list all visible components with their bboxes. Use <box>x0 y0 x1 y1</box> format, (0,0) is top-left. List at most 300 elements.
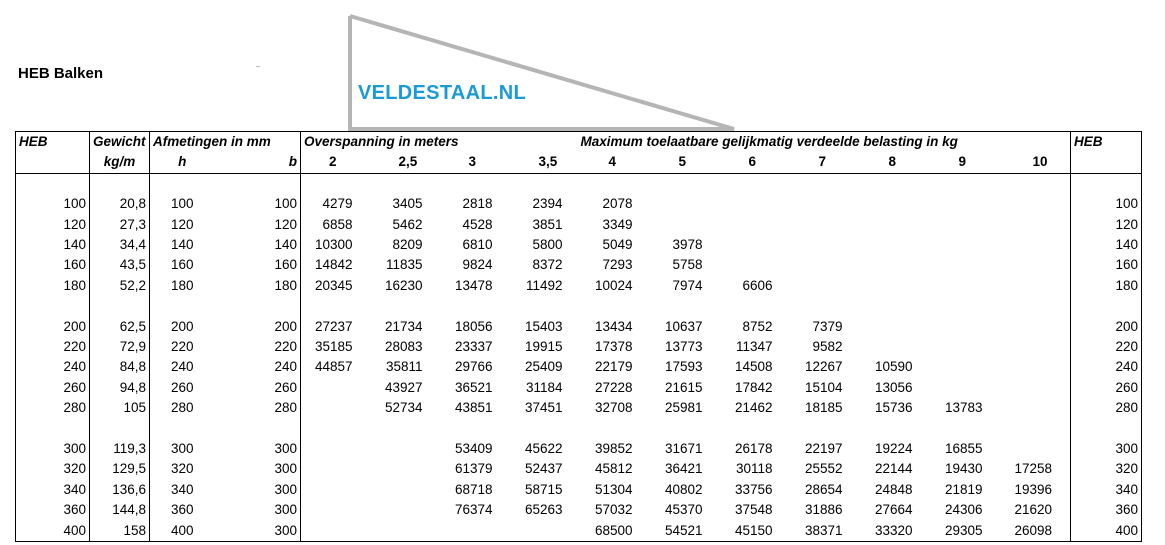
load-value: 26098 <box>1001 521 1071 542</box>
height-value: 240 <box>170 359 194 375</box>
heb-size-right: 220 <box>1071 337 1142 357</box>
table-row <box>16 276 1142 296</box>
load-value <box>301 398 371 418</box>
width-value: 300 <box>215 521 301 542</box>
header-gewicht: Gewicht <box>90 132 150 153</box>
header-heb-right: HEB <box>1071 132 1142 153</box>
header-span: 5 <box>678 154 687 170</box>
load-value: 40802 <box>664 481 703 497</box>
load-value: 45622 <box>524 441 563 457</box>
load-value: 37548 <box>734 502 773 518</box>
width-value: 300 <box>215 500 301 520</box>
page-title: HEB Balken <box>18 65 104 82</box>
spacer-cell <box>90 419 150 439</box>
heb-size-right: 340 <box>1071 480 1142 500</box>
weight-value: 84,8 <box>90 357 150 377</box>
load-value <box>931 194 1001 214</box>
weight-value: 62,5 <box>90 317 150 337</box>
load-value <box>301 480 371 500</box>
load-value <box>301 378 371 398</box>
load-value: 17378 <box>594 339 633 355</box>
height-value: 320 <box>170 461 194 477</box>
height-value: 180 <box>170 277 194 293</box>
load-value: 13478 <box>454 277 493 293</box>
spacer-cell <box>581 173 651 194</box>
load-value: 16230 <box>384 277 423 293</box>
load-value: 2818 <box>462 196 493 212</box>
spacer-cell <box>215 173 301 194</box>
width-value: 260 <box>215 378 301 398</box>
width-value: 140 <box>215 235 301 255</box>
load-value <box>1001 337 1071 357</box>
height-value: 260 <box>170 379 194 395</box>
load-value <box>861 235 931 255</box>
spacer-cell <box>301 419 371 439</box>
load-value: 18185 <box>804 400 843 416</box>
load-value <box>441 521 511 542</box>
load-value: 21462 <box>734 400 773 416</box>
width-value: 280 <box>215 398 301 418</box>
load-value: 3405 <box>392 196 423 212</box>
load-value: 13773 <box>664 339 703 355</box>
height-value: 100 <box>170 196 194 212</box>
width-value: 220 <box>215 337 301 357</box>
width-value: 300 <box>215 459 301 479</box>
load-value: 5800 <box>532 237 563 253</box>
heb-size-right: 100 <box>1071 194 1142 214</box>
load-value: 5758 <box>672 257 703 273</box>
width-value: 300 <box>215 439 301 459</box>
load-value: 37451 <box>524 400 563 416</box>
height-value: 360 <box>170 502 194 518</box>
load-value: 68718 <box>454 481 493 497</box>
spacer-cell <box>791 296 861 316</box>
header-span: 6 <box>748 154 757 170</box>
height-value: 300 <box>170 441 194 457</box>
heb-size: 300 <box>16 439 90 459</box>
width-value: 100 <box>215 194 301 214</box>
width-value: 160 <box>215 255 301 275</box>
spacer-cell <box>1001 419 1071 439</box>
load-value <box>861 194 931 214</box>
load-value: 29766 <box>454 359 493 375</box>
header-span: 9 <box>958 154 967 170</box>
load-value: 6810 <box>462 237 493 253</box>
heb-size-right: 140 <box>1071 235 1142 255</box>
heb-size-right: 240 <box>1071 357 1142 377</box>
load-value: 21615 <box>664 379 703 395</box>
load-value: 17842 <box>734 379 773 395</box>
load-value: 35811 <box>385 359 423 375</box>
spacer-cell <box>791 173 861 194</box>
header-afmetingen: Afmetingen in mm <box>150 132 301 153</box>
load-value: 8209 <box>392 237 423 253</box>
spacer-cell <box>215 296 301 316</box>
spacer-cell <box>90 173 150 194</box>
heb-size: 120 <box>16 215 90 235</box>
load-value <box>721 215 791 235</box>
load-value: 54521 <box>651 521 721 542</box>
load-value <box>931 357 1001 377</box>
load-value: 6858 <box>322 216 353 232</box>
load-value: 11492 <box>525 277 563 293</box>
spacer-cell <box>1001 173 1071 194</box>
logo-triangle <box>0 0 1165 140</box>
spacer-cell <box>150 419 215 439</box>
load-value: 52734 <box>384 400 423 416</box>
header-heb-blank <box>16 152 90 173</box>
load-value <box>791 255 861 275</box>
heb-size-right: 320 <box>1071 459 1142 479</box>
load-value: 28654 <box>804 481 843 497</box>
spacer-cell <box>301 173 371 194</box>
heb-size-right: 280 <box>1071 398 1142 418</box>
load-value <box>301 500 371 520</box>
load-value <box>651 194 721 214</box>
load-value <box>1001 439 1071 459</box>
load-value: 25981 <box>664 400 703 416</box>
spacer-cell <box>791 419 861 439</box>
load-value: 51304 <box>594 481 633 497</box>
load-value: 20345 <box>314 277 353 293</box>
spacer-cell <box>861 296 931 316</box>
table-row <box>16 317 1142 337</box>
load-value: 13783 <box>944 400 983 416</box>
load-value: 12267 <box>804 359 843 375</box>
load-value <box>1001 276 1071 296</box>
load-value: 15104 <box>804 379 843 395</box>
load-value <box>1001 255 1071 275</box>
load-value: 24848 <box>874 481 913 497</box>
load-value <box>371 500 441 520</box>
width-value: 200 <box>215 317 301 337</box>
load-value: 32708 <box>594 400 633 416</box>
load-value: 17593 <box>664 359 703 375</box>
header-span: 2 <box>329 154 337 170</box>
heb-size: 140 <box>16 235 90 255</box>
spacer-cell <box>371 296 441 316</box>
load-value <box>721 255 791 275</box>
load-value: 29305 <box>931 521 1001 542</box>
heb-size: 320 <box>16 459 90 479</box>
load-value <box>791 235 861 255</box>
load-value: 31671 <box>664 441 703 457</box>
header-span: 7 <box>818 154 827 170</box>
header-row-2 <box>16 152 1142 173</box>
load-value: 2078 <box>602 196 633 212</box>
header-dim-b: b <box>215 152 301 173</box>
table-row <box>16 215 1142 235</box>
header-span: 10 <box>1032 154 1048 170</box>
load-value <box>931 215 1001 235</box>
load-value: 22179 <box>594 359 633 375</box>
table-row <box>16 500 1142 520</box>
spacer-cell <box>1071 173 1142 194</box>
heb-size: 220 <box>16 337 90 357</box>
width-value: 180 <box>215 276 301 296</box>
load-value <box>651 215 721 235</box>
load-value: 6606 <box>742 277 773 293</box>
load-value: 31886 <box>804 502 843 518</box>
load-value: 10300 <box>314 237 353 253</box>
spacer-cell <box>371 419 441 439</box>
header-heb: HEB <box>16 132 90 153</box>
header-span: 8 <box>888 154 897 170</box>
load-value: 10590 <box>874 359 913 375</box>
load-value: 14508 <box>734 359 773 375</box>
load-value: 35185 <box>314 339 353 355</box>
width-value: 120 <box>215 215 301 235</box>
load-value: 22197 <box>804 441 843 457</box>
load-value <box>861 276 931 296</box>
load-value: 14842 <box>314 257 353 273</box>
spacer-row <box>16 173 1142 194</box>
load-value: 68500 <box>581 521 651 542</box>
logo-text: VELDESTAAL.NL <box>358 82 526 104</box>
spacer-cell <box>931 173 1001 194</box>
load-value <box>931 235 1001 255</box>
load-value: 58715 <box>524 481 563 497</box>
load-value: 25552 <box>804 461 843 477</box>
load-value <box>371 480 441 500</box>
load-value: 7974 <box>672 277 703 293</box>
table-row <box>16 378 1142 398</box>
spacer-cell <box>721 296 791 316</box>
load-value <box>1001 317 1071 337</box>
heb-size: 100 <box>16 194 90 214</box>
load-value: 61379 <box>454 461 493 477</box>
heb-size: 180 <box>16 276 90 296</box>
weight-value: 119,3 <box>90 439 150 459</box>
load-value: 15736 <box>874 400 913 416</box>
load-value: 21620 <box>1014 502 1052 518</box>
weight-value: 144,8 <box>90 500 150 520</box>
load-value <box>791 215 861 235</box>
load-value: 13434 <box>594 318 633 334</box>
load-value: 21819 <box>944 481 983 497</box>
load-value: 10637 <box>664 318 703 334</box>
heb-size: 240 <box>16 357 90 377</box>
load-value <box>861 255 931 275</box>
load-value <box>1001 357 1071 377</box>
load-value: 18056 <box>454 318 493 334</box>
weight-value: 94,8 <box>90 378 150 398</box>
weight-value: 158 <box>90 521 150 542</box>
spacer-cell <box>861 173 931 194</box>
load-value: 27664 <box>874 502 913 518</box>
spacer-cell <box>511 173 581 194</box>
load-value: 43851 <box>454 400 493 416</box>
load-value <box>301 459 371 479</box>
height-value: 200 <box>170 318 194 334</box>
load-value: 45150 <box>721 521 791 542</box>
table-row <box>16 357 1142 377</box>
header-row-1 <box>16 132 1142 153</box>
load-value: 19396 <box>1014 481 1052 497</box>
load-value: 7379 <box>812 318 843 334</box>
spacer-cell <box>511 419 581 439</box>
load-value: 3851 <box>532 216 563 232</box>
header-max-load: Maximum toelaatbare gelijkmatig verdeelde belasting in kg <box>581 132 1071 153</box>
height-value: 280 <box>170 400 194 416</box>
spacer-cell <box>721 173 791 194</box>
spacer-cell <box>301 296 371 316</box>
load-value: 27237 <box>314 318 353 334</box>
height-value: 120 <box>170 216 194 232</box>
load-value: 53409 <box>454 441 493 457</box>
load-value <box>931 337 1001 357</box>
heb-size-right: 160 <box>1071 255 1142 275</box>
load-value: 19430 <box>944 461 983 477</box>
spacer-cell <box>1071 296 1142 316</box>
table-row <box>16 439 1142 459</box>
height-value: 220 <box>170 339 194 355</box>
heb-size-right: 120 <box>1071 215 1142 235</box>
spacer-cell <box>651 419 721 439</box>
load-value: 17258 <box>1014 461 1052 477</box>
load-value: 36521 <box>454 379 493 395</box>
spacer-cell <box>441 419 511 439</box>
header-heb-right-blank <box>1071 152 1142 173</box>
load-value: 11835 <box>385 257 423 273</box>
spacer-cell <box>651 296 721 316</box>
load-value: 10024 <box>594 277 633 293</box>
spacer-cell <box>16 419 90 439</box>
load-value: 7293 <box>602 257 633 273</box>
load-value: 21734 <box>384 318 423 334</box>
load-value <box>931 378 1001 398</box>
load-value <box>1001 398 1071 418</box>
load-value <box>301 439 371 459</box>
load-value: 45812 <box>594 461 633 477</box>
spacer-cell <box>150 173 215 194</box>
load-value <box>371 459 441 479</box>
load-value: 4279 <box>322 196 353 212</box>
load-value <box>931 276 1001 296</box>
load-value <box>1001 194 1071 214</box>
weight-value: 27,3 <box>90 215 150 235</box>
load-value: 9824 <box>462 257 493 273</box>
load-value: 27228 <box>594 379 633 395</box>
load-value <box>791 194 861 214</box>
load-value: 39852 <box>594 441 633 457</box>
heb-size-right: 300 <box>1071 439 1142 459</box>
load-value <box>721 235 791 255</box>
load-value: 45370 <box>664 502 703 518</box>
load-value: 4528 <box>462 216 493 232</box>
table-row <box>16 521 1142 542</box>
load-value <box>1001 378 1071 398</box>
spacer-cell <box>651 173 721 194</box>
load-value <box>721 194 791 214</box>
weight-value: 52,2 <box>90 276 150 296</box>
load-value: 5462 <box>392 216 423 232</box>
header-span: 3 <box>468 154 477 170</box>
load-value: 43927 <box>384 379 423 395</box>
spacer-cell <box>581 419 651 439</box>
load-value: 9582 <box>812 339 843 355</box>
header-overspanning: Overspanning in meters <box>301 132 581 153</box>
load-value: 31184 <box>525 379 563 395</box>
width-value: 240 <box>215 357 301 377</box>
weight-value: 105 <box>90 398 150 418</box>
load-value <box>861 337 931 357</box>
load-value: 38371 <box>791 521 861 542</box>
heb-size-right: 180 <box>1071 276 1142 296</box>
spacer-cell <box>931 419 1001 439</box>
table-row <box>16 459 1142 479</box>
load-value <box>931 255 1001 275</box>
load-value: 23337 <box>454 339 493 355</box>
header-span: 4 <box>608 154 617 170</box>
heb-size-right: 260 <box>1071 378 1142 398</box>
load-value: 19224 <box>874 441 913 457</box>
heb-size: 340 <box>16 480 90 500</box>
heb-size: 400 <box>16 521 90 542</box>
load-value <box>301 521 371 542</box>
table-row <box>16 255 1142 275</box>
load-value: 33320 <box>861 521 931 542</box>
load-value: 22144 <box>874 461 913 477</box>
load-value <box>511 521 581 542</box>
load-value: 19915 <box>524 339 563 355</box>
spacer-cell <box>861 419 931 439</box>
heb-size: 200 <box>16 317 90 337</box>
table-row <box>16 235 1142 255</box>
heb-size: 260 <box>16 378 90 398</box>
spacer-cell <box>721 419 791 439</box>
header-dim-h: h <box>178 154 187 170</box>
load-value <box>1001 235 1071 255</box>
height-value: 340 <box>170 481 194 497</box>
load-value: 28083 <box>384 339 423 355</box>
height-value: 140 <box>170 237 194 253</box>
spacer-cell <box>16 296 90 316</box>
spacer-cell <box>1071 419 1142 439</box>
load-value <box>931 317 1001 337</box>
load-value <box>371 439 441 459</box>
spacer-row <box>16 296 1142 316</box>
header-unit-weight: kg/m <box>90 152 150 173</box>
weight-value: 72,9 <box>90 337 150 357</box>
spacer-cell <box>371 173 441 194</box>
load-value: 5049 <box>602 237 633 253</box>
spacer-cell <box>1001 296 1071 316</box>
weight-value: 129,5 <box>90 459 150 479</box>
load-value: 65263 <box>524 502 563 518</box>
load-value <box>371 521 441 542</box>
spacer-cell <box>150 296 215 316</box>
load-value: 11347 <box>735 339 773 355</box>
header-span: 2,5 <box>398 154 418 170</box>
height-value: 160 <box>170 257 194 273</box>
load-value: 15403 <box>524 318 563 334</box>
heb-size-right: 360 <box>1071 500 1142 520</box>
load-value <box>791 276 861 296</box>
table-row <box>16 480 1142 500</box>
load-value: 33756 <box>734 481 773 497</box>
load-value: 36421 <box>664 461 703 477</box>
height-value: 400 <box>150 521 215 542</box>
load-value: 3978 <box>672 237 703 253</box>
spacer-cell <box>441 173 511 194</box>
load-value <box>1001 215 1071 235</box>
weight-value: 43,5 <box>90 255 150 275</box>
table-row <box>16 337 1142 357</box>
load-value: 52437 <box>524 461 563 477</box>
spacer-cell <box>581 296 651 316</box>
load-value: 25409 <box>524 359 563 375</box>
